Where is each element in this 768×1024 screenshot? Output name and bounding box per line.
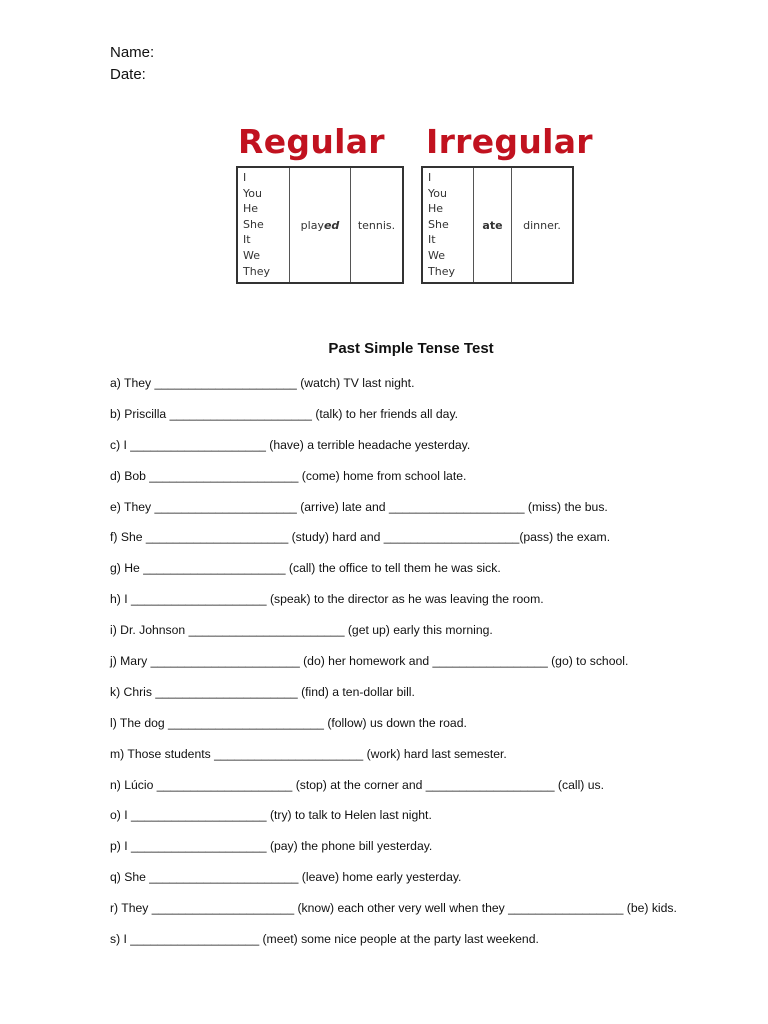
question-item: a) They _____________________ (watch) TV last night.	[110, 376, 415, 390]
verb-column	[474, 168, 512, 282]
question-item: o) I ____________________ (try) to talk to Helen last night.	[110, 808, 432, 823]
pronoun-column	[423, 168, 474, 282]
question-item: c) I ____________________ (have) a terrible headache yesterday.	[110, 437, 471, 452]
pronoun: He	[243, 202, 259, 216]
question-item: k) Chris _____________________ (find) a ten-dollar bill.	[110, 684, 415, 699]
question-item: f) She _____________________ (study) hard and ____________________(pass) the exam.	[110, 530, 611, 545]
object-column	[351, 168, 402, 282]
irregular-heading: Irregular	[426, 122, 593, 161]
question-item: p) I ____________________ (pay) the phone bill yesterday.	[110, 839, 433, 854]
question-item: q) She ______________________ (leave) home early yesterday.	[110, 870, 462, 885]
pronoun: He	[428, 202, 444, 216]
regular-irregular-figure	[236, 122, 593, 290]
question-item: l) The dog _______________________ (follow) us down the road.	[110, 715, 467, 730]
pronoun: We	[428, 248, 445, 262]
pronoun: They	[428, 264, 455, 278]
name-label: Name:	[110, 44, 155, 61]
regular-heading: Regular	[238, 122, 385, 161]
verb-played	[301, 219, 340, 232]
question-item: j) Mary ______________________ (do) her homework and _________________ (go) to school.	[110, 654, 629, 669]
object-column	[512, 168, 572, 282]
question-item: h) I ____________________ (speak) to the director as he was leaving the room.	[110, 592, 544, 607]
irregular-conjugation-table	[421, 166, 574, 284]
regular-conjugation-table	[236, 166, 404, 284]
pronoun: We	[243, 248, 260, 262]
question-item: e) They _____________________ (arrive) late and ____________________ (miss) the bus.	[110, 499, 608, 514]
question-item: d) Bob ______________________ (come) home from school late.	[110, 468, 467, 483]
question-item: n) Lúcio ____________________ (stop) at the corner and ___________________ (call) us.	[110, 777, 604, 792]
pronoun: She	[428, 217, 449, 231]
verb-suffix: ed	[323, 218, 340, 232]
pronoun: I	[243, 171, 247, 184]
test-title: Past Simple Tense Test	[328, 340, 494, 357]
question-item: b) Priscilla _____________________ (talk) to her friends all day.	[110, 406, 459, 421]
question-item: s) I ___________________ (meet) some nice people at the party last weekend.	[110, 932, 539, 947]
object-text: tennis.	[357, 218, 396, 232]
question-item: r) They _____________________ (know) each other very well when they _________________ (be) kids.	[110, 901, 677, 916]
date-label: Date:	[110, 66, 146, 83]
pronoun: She	[243, 217, 264, 231]
verb-column	[290, 168, 351, 282]
pronoun-column	[238, 168, 290, 282]
question-item: g) He _____________________ (call) the office to tell them he was sick.	[110, 561, 501, 576]
object-text: dinner.	[523, 218, 561, 232]
question-list	[110, 374, 750, 961]
pronoun: You	[243, 186, 262, 200]
verb-stem: play	[300, 218, 324, 232]
pronoun: It	[428, 233, 436, 247]
question-item: i) Dr. Johnson _______________________ (get up) early this morning.	[110, 623, 493, 638]
pronoun: It	[243, 233, 251, 247]
verb-ate: ate	[482, 218, 503, 232]
question-item: m) Those students ______________________ (work) hard last semester.	[110, 746, 507, 761]
pronoun: I	[428, 171, 432, 184]
pronoun: You	[428, 186, 447, 200]
pronoun: They	[243, 264, 270, 278]
